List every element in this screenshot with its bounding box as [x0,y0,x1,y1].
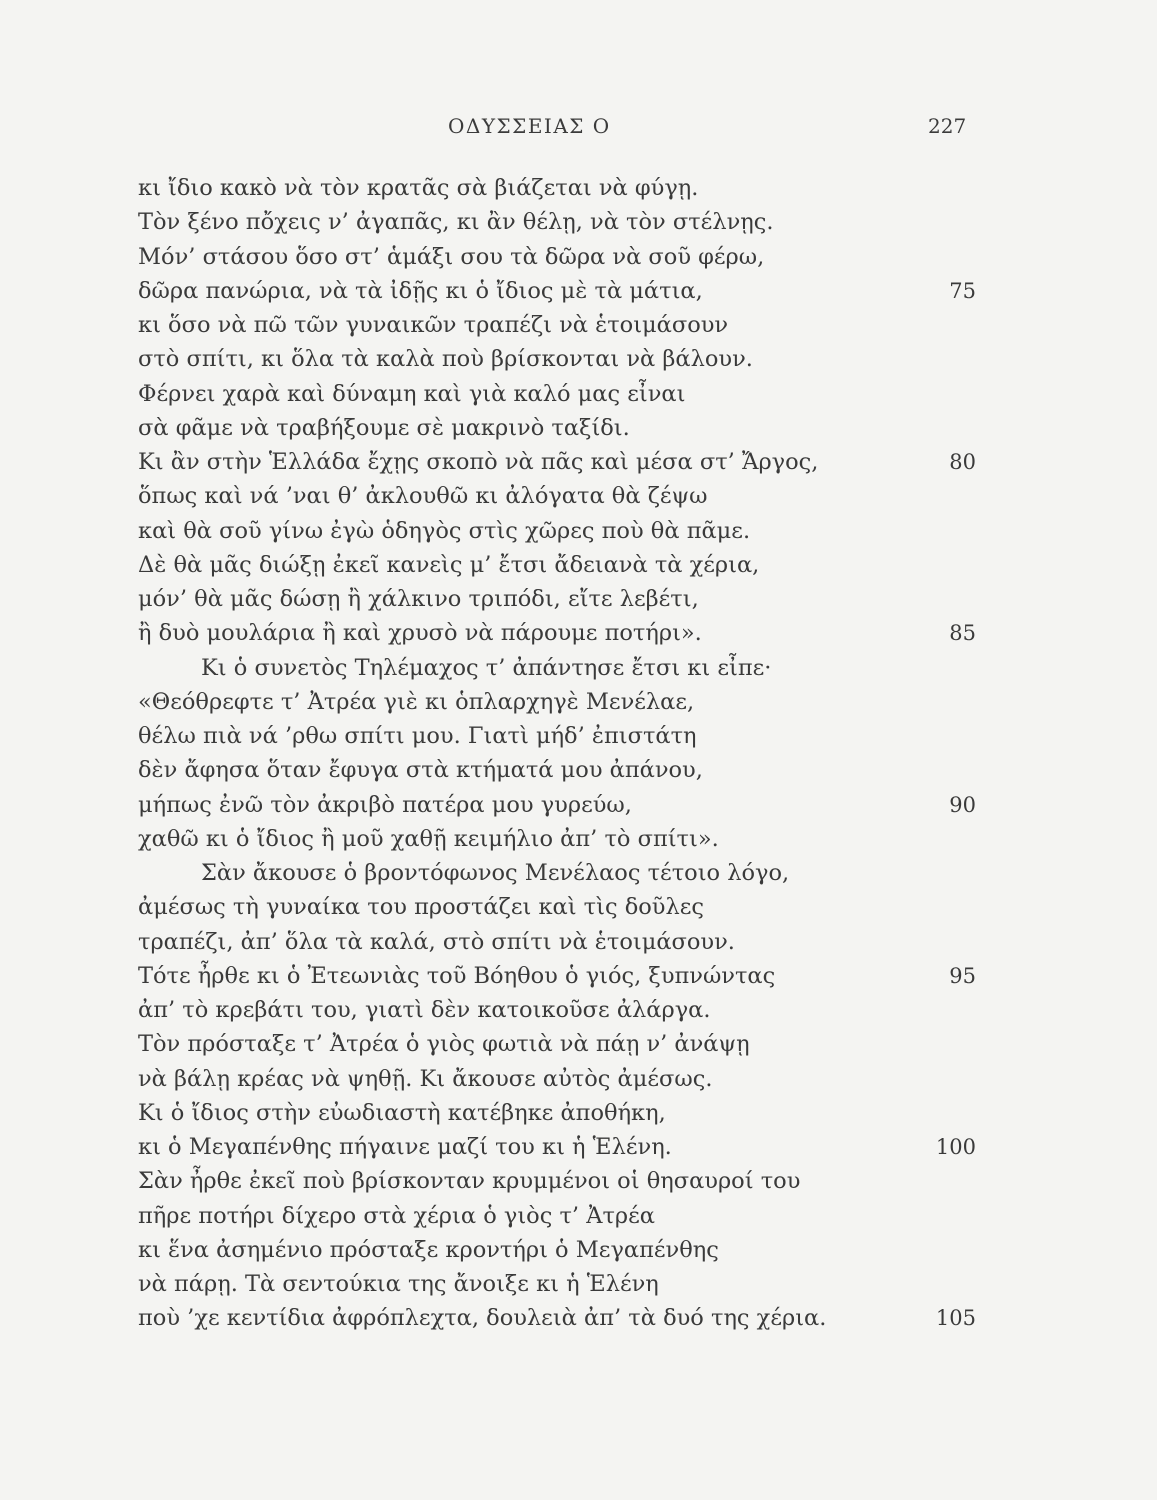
verse-text: ποὺ ’χε κεντίδια ἀφρόπλεχτα, δουλειὰ ἀπ’ τὰ δυό της χέρια. [138,1305,827,1332]
line-number: 80 [949,450,976,474]
verse-line [138,993,988,1027]
verse-line [138,1027,988,1061]
verse-line [138,1199,988,1233]
line-number: 100 [935,1135,976,1159]
verse-text: νὰ βάλῃ κρέας νὰ ψηθῇ. Κι ἄκουσε αὐτὸς ἀμέσως. [138,1065,713,1092]
verse-line [138,822,988,856]
verse-text: Κι ὁ ἴδιος στὴν εὐωδιαστὴ κατέβηκε ἀποθήκη, [138,1099,666,1126]
running-title: ΟΔΥΣΣΕΙΑΣ Ο [448,114,611,138]
verse-line [138,1130,988,1164]
verse-text: Κι ὁ συνετὸς Τηλέμαχος τ’ ἀπάντησε ἔτσι κι εἶπε· [201,654,772,681]
verse-text: Τὸν πρόσταξε τ’ Ἀτρέα ὁ γιὸς φωτιὰ νὰ πάῃ ν’ ἀνάψῃ [138,1031,750,1058]
verse-text: Δὲ θὰ μᾶς διώξῃ ἐκεῖ κανεὶς μ’ ἔτσι ἄδειανὰ τὰ χέρια, [138,551,760,578]
verse-line [138,240,988,274]
verse-text: τραπέζι, ἀπ’ ὅλα τὰ καλά, στὸ σπίτι νὰ ἑτοιμάσουν. [138,928,735,955]
running-head [0,114,1157,144]
verse-line [138,274,988,308]
verse-line [138,719,988,753]
verse-text: δῶρα πανώρια, νὰ τὰ ἰδῇς κι ὁ ἴδιος μὲ τὰ μάτια, [138,277,703,304]
verse-text: Σὰν ἄκουσε ὁ βροντόφωνος Μενέλαος τέτοιο λόγο, [201,860,790,886]
verse-text: ὅπως καὶ νά ’ναι θ’ ἀκλουθῶ κι ἀλόγατα θὰ ζέψω [138,483,708,510]
verse-text: κι ἕνα ἀσημένιο πρόσταξε κροντήρι ὁ Μεγαπένθης [138,1236,719,1263]
line-number: 105 [935,1306,976,1331]
verse-text: κι ὁ Μεγαπένθης πήγαινε μαζί του κι ἡ Ἑλένη. [138,1134,672,1160]
verse-text: κι ὅσο νὰ πῶ τῶν γυναικῶν τραπέζι νὰ ἑτοιμάσουν [138,312,729,338]
verse-text: ἀμέσως τὴ γυναίκα του προστάζει καὶ τὶς δοῦλες [138,894,704,921]
verse-line [138,1267,988,1301]
verse-line [138,377,988,411]
verse-line [138,479,988,513]
verse-line [138,616,988,650]
verse-text: Κι ἂν στὴν Ἑλλάδα ἔχῃς σκοπὸ νὰ πᾶς καὶ μέσα στ’ Ἄργος, [138,449,819,475]
line-number: 90 [949,792,976,817]
verse-line [138,411,988,445]
verse-line [138,651,988,685]
verse-text: χαθῶ κι ὁ ἴδιος ἢ μοῦ χαθῇ κειμήλιο ἀπ’ τὸ σπίτι». [138,825,719,852]
verse-line [138,514,988,548]
verse-line [138,308,988,342]
verse-text: νὰ πάρῃ. Τὰ σεντούκια της ἄνοιξε κι ἡ Ἑλένη [138,1271,659,1297]
verse-line [138,205,988,239]
verse-line [138,1062,988,1096]
verse-line [138,959,988,993]
verse-line [138,1301,988,1335]
verse-text: θέλω πιὰ νά ’ρθω σπίτι μου. Γιατὶ μήδ’ ἐπιστάτη [138,723,697,749]
verse-text: μόν’ θὰ μᾶς δώσῃ ἢ χάλκινο τριπόδι, εἴτε λεβέτι, [138,586,699,612]
line-number: 75 [949,278,976,303]
verse-text: κι ἴδιο κακὸ νὰ τὸν κρατᾶς σὰ βιάζεται νὰ φύγῃ. [138,175,699,201]
verse-text: Σὰν ἦρθε ἐκεῖ ποὺ βρίσκονταν κρυμμένοι οἱ θησαυροί του [138,1168,801,1195]
verse-line [138,342,988,376]
verse-text: «Θεόθρεφτε τ’ Ἀτρέα γιὲ κι ὁπλαρχηγὲ Μενέλαε, [138,688,695,715]
verse-line [138,1164,988,1198]
verse-line [138,548,988,582]
verse-line [138,685,988,719]
verse-text: Φέρνει χαρὰ καὶ δύναμη καὶ γιὰ καλό μας εἶναι [138,380,686,407]
line-number: 95 [949,963,976,988]
verse-block [138,171,988,1336]
verse-line [138,925,988,959]
verse-line [138,856,988,890]
verse-line [138,171,988,205]
verse-text: στὸ σπίτι, κι ὅλα τὰ καλὰ ποὺ βρίσκονται νὰ βάλουν. [138,346,753,373]
verse-text: Μόν’ στάσου ὅσο στ’ ἁμάξι σου τὰ δῶρα νὰ σοῦ φέρω, [138,243,765,270]
line-number: 85 [949,621,976,646]
verse-text: καὶ θὰ σοῦ γίνω ἐγὼ ὁδηγὸς στὶς χῶρες ποὺ θὰ πᾶμε. [138,517,751,544]
verse-text: ἢ δυὸ μουλάρια ἢ καὶ χρυσὸ νὰ πάρουμε ποτήρι». [138,620,702,647]
verse-text: σὰ φᾶμε νὰ τραβήξουμε σὲ μακρινὸ ταξίδι. [138,414,630,441]
verse-text: Τότε ἦρθε κι ὁ Ἐτεωνιὰς τοῦ Βόηθου ὁ γιός, ξυπνώντας [138,962,776,989]
verse-line [138,445,988,479]
verse-text: Τὸν ξένο πὄχεις ν’ ἀγαπᾶς, κι ἂν θέλῃ, νὰ τὸν στέλνῃς. [138,209,774,236]
verse-line [138,788,988,822]
verse-line [138,1233,988,1267]
verse-line [138,753,988,787]
verse-text: πῆρε ποτήρι δίχερο στὰ χέρια ὁ γιὸς τ’ Ἀτρέα [138,1202,655,1229]
page-number: 227 [928,114,967,138]
verse-line [138,1096,988,1130]
verse-line [138,582,988,616]
verse-line [138,890,988,924]
verse-text: ἀπ’ τὸ κρεβάτι του, γιατὶ δὲν κατοικοῦσε ἀλάργα. [138,997,711,1023]
verse-text: μήπως ἐνῶ τὸν ἀκριβὸ πατέρα μου γυρεύω, [138,791,632,818]
verse-text: δὲν ἄφησα ὅταν ἔφυγα στὰ κτήματά μου ἀπάνου, [138,757,703,784]
